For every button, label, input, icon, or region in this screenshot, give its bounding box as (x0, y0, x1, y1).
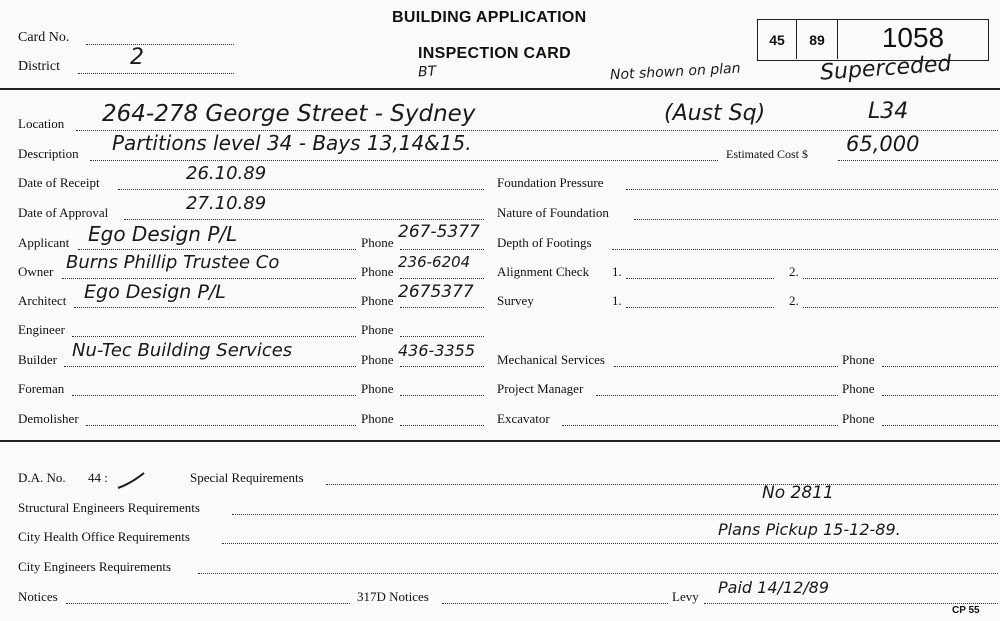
survey-label: Survey (497, 293, 534, 308)
title-line-2: INSPECTION CARD (418, 45, 571, 62)
location-note: (Aust Sq) (664, 101, 766, 126)
demolisher-phone-field (400, 425, 484, 426)
city-health-field (222, 543, 998, 544)
project-manager-label: Project Manager (497, 381, 584, 396)
depth-of-footings-label: Depth of Footings (497, 235, 592, 250)
survey-1: 1. (612, 293, 622, 308)
owner-field (62, 278, 356, 279)
engineer-phone-field (400, 336, 484, 337)
owner-phone-label: Phone (361, 264, 394, 279)
mechanical-services-field (614, 366, 838, 367)
foundation-pressure-field (626, 189, 998, 190)
box-card-number: 1058 (881, 22, 945, 53)
structural-engineers-label: Structural Engineers Requirements (18, 500, 200, 515)
header-rule (0, 88, 1000, 90)
mechanical-phone-label: Phone (842, 352, 875, 367)
note-not-shown: Not shown on plan (609, 60, 741, 84)
estimated-cost-field (838, 160, 998, 161)
engineer-field (72, 336, 356, 337)
card-no-label: Card No. (18, 30, 70, 45)
date-of-approval-field (124, 219, 484, 220)
owner-value: Burns Phillip Trustee Co (66, 252, 280, 273)
applicant-phone-field (400, 249, 484, 250)
architect-phone-label: Phone (361, 293, 394, 308)
demolisher-phone-label: Phone (361, 411, 394, 426)
city-engineers-label: City Engineers Requirements (18, 559, 172, 574)
applicant-field (78, 249, 356, 250)
demolisher-field (86, 425, 356, 426)
engineer-phone-label: Phone (361, 322, 394, 337)
description-field (90, 160, 718, 161)
alignment-check-1: 1. (612, 264, 622, 279)
foreman-field (72, 395, 356, 396)
project-manager-phone-label: Phone (842, 381, 875, 396)
builder-label: Builder (18, 352, 57, 367)
title-line-1: BUILDING APPLICATION (392, 9, 587, 26)
alignment-check-2: 2. (789, 264, 799, 279)
note-superseded: Superceded (819, 51, 953, 86)
description-label: Description (18, 146, 79, 161)
owner-label: Owner (18, 264, 54, 279)
location-value: 264-278 George Street - Sydney (102, 101, 476, 127)
survey-2-field (803, 307, 998, 308)
mechanical-phone-field (882, 366, 998, 367)
excavator-phone-label: Phone (842, 411, 875, 426)
architect-field (74, 307, 356, 308)
city-health-label: City Health Office Requirements (18, 529, 190, 544)
excavator-field (562, 425, 838, 426)
box-divider-1 (796, 20, 797, 59)
special-requirements-field (326, 484, 998, 485)
date-of-approval-label: Date of Approval (18, 205, 109, 220)
builder-field (64, 366, 356, 367)
alignment-check-2-field (803, 278, 998, 279)
notices-field (66, 603, 350, 604)
estimated-cost-label: Estimated Cost $ (726, 147, 808, 161)
foundation-pressure-label: Foundation Pressure (497, 175, 604, 190)
card-no-field (86, 44, 234, 45)
foreman-phone-label: Phone (361, 381, 394, 396)
applicant-phone-label: Phone (361, 235, 394, 250)
survey-1-field (626, 307, 774, 308)
structural-engineers-value: No 2811 (762, 483, 834, 503)
nature-of-foundation-label: Nature of Foundation (497, 205, 609, 220)
applicant-value: Ego Design P/L (88, 222, 238, 246)
builder-phone-value: 436-3355 (398, 341, 476, 360)
location-level: L34 (868, 99, 909, 124)
alignment-check-label: Alignment Check (497, 264, 590, 279)
da-no-tick-mark (116, 470, 148, 492)
estimated-cost-value: 65,000 (846, 132, 920, 156)
excavator-label: Excavator (497, 411, 550, 426)
city-engineers-field (198, 573, 998, 574)
applicant-label: Applicant (18, 235, 70, 250)
builder-phone-field (400, 366, 484, 367)
notices-317d-label: 317D Notices (357, 589, 429, 604)
date-of-receipt-label: Date of Receipt (18, 175, 100, 190)
architect-phone-value: 2675377 (398, 282, 474, 302)
foreman-phone-field (400, 395, 484, 396)
foreman-label: Foreman (18, 381, 65, 396)
note-bt: BT (417, 63, 437, 81)
notices-label: Notices (18, 589, 58, 604)
district-field (78, 73, 234, 74)
box-left-value: 45 (769, 32, 785, 48)
form-code: CP 55 (952, 605, 980, 616)
structural-engineers-field (232, 514, 998, 515)
location-label: Location (18, 116, 65, 131)
engineer-label: Engineer (18, 322, 65, 337)
architect-phone-field (400, 307, 484, 308)
owner-phone-field (400, 278, 484, 279)
district-label: District (18, 59, 60, 74)
nature-of-foundation-field (634, 219, 998, 220)
survey-2: 2. (789, 293, 799, 308)
da-no-label: D.A. No. (18, 470, 66, 485)
demolisher-label: Demolisher (18, 411, 79, 426)
owner-phone-value: 236-6204 (398, 253, 471, 271)
applicant-phone-value: 267-5377 (398, 222, 480, 242)
architect-value: Ego Design P/L (84, 281, 226, 303)
date-of-approval-value: 27.10.89 (186, 193, 267, 214)
box-mid-value: 89 (809, 32, 825, 48)
levy-value: Paid 14/12/89 (718, 578, 829, 597)
builder-value: Nu-Tec Building Services (72, 340, 293, 361)
architect-label: Architect (18, 293, 67, 308)
mechanical-services-label: Mechanical Services (497, 352, 605, 367)
card-number-box (757, 19, 989, 61)
builder-phone-label: Phone (361, 352, 394, 367)
da-no-value: 44 : (88, 470, 108, 485)
depth-of-footings-field (612, 249, 998, 250)
special-requirements-label: Special Requirements (190, 470, 304, 485)
date-of-receipt-value: 26.10.89 (186, 163, 267, 184)
excavator-phone-field (882, 425, 998, 426)
levy-label: Levy (672, 589, 699, 604)
section-rule (0, 440, 1000, 442)
description-value: Partitions level 34 - Bays 13,14&15. (112, 131, 472, 155)
levy-field (704, 603, 998, 604)
alignment-check-1-field (626, 278, 774, 279)
district-value: 2 (130, 45, 144, 70)
project-manager-field (596, 395, 838, 396)
notices-317d-field (442, 603, 668, 604)
date-of-receipt-field (118, 189, 484, 190)
city-health-value: Plans Pickup 15-12-89. (718, 520, 901, 539)
project-manager-phone-field (882, 395, 998, 396)
